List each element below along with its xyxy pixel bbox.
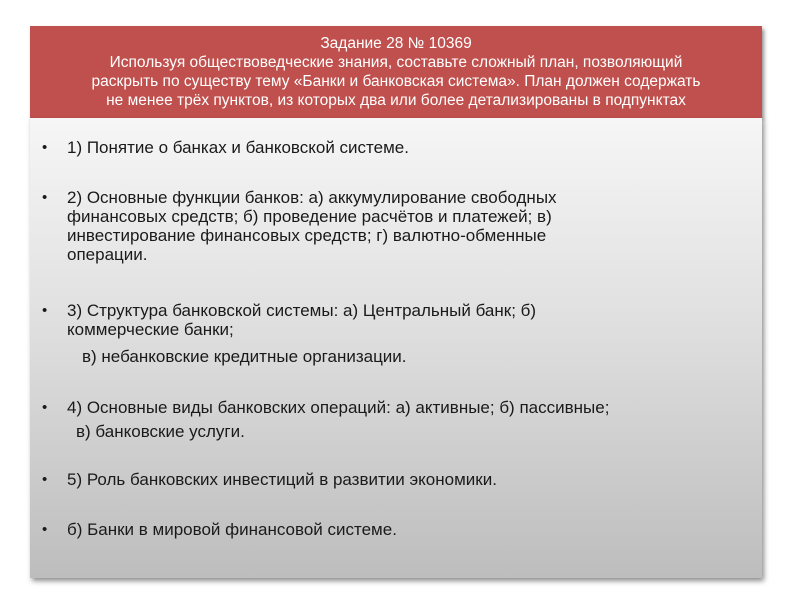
plan-item-2-line-1: 2) Основные функции банков: а) аккумулирование свободных: [67, 188, 557, 207]
plan-item-4-line-1: 4) Основные виды банковских операций: а) активные; б) пассивные;: [67, 398, 610, 417]
task-header: [30, 26, 762, 118]
bullet-icon: •: [42, 521, 48, 538]
bullet-icon: •: [42, 139, 48, 156]
task-text-line-1: Используя обществоведческие знания, составьте сложный план, позволяющий: [109, 54, 683, 71]
plan-item-3-line-2: коммерческие банки;: [67, 320, 234, 339]
plan-item-5-line-1: 5) Роль банковских инвестиций в развитии экономики.: [67, 470, 497, 489]
bullet-icon: •: [42, 399, 48, 416]
plan-item-2-line-4: операции.: [67, 245, 148, 264]
task-text-line-2: раскрыть по существу тему «Банки и банковская система». План должен содержать: [91, 73, 701, 90]
bullet-icon: •: [42, 189, 48, 206]
task-number: Задание 28 № 10369: [320, 35, 472, 52]
plan-item-2-line-2: финансовых средств; б) проведение расчётов и платежей; в): [67, 207, 552, 226]
plan-item-1-line-1: 1) Понятие о банках и банковской системе.: [67, 138, 409, 157]
bullet-icon: •: [42, 302, 48, 319]
task-text-line-3: не менее трёх пунктов, из которых два или более детализированы в подпунктах: [106, 92, 686, 109]
plan-item-4-continuation: в) банковские услуги.: [76, 422, 245, 441]
plan-item-3-line-1: 3) Структура банковской системы: а) Центральный банк; б): [67, 301, 537, 320]
plan-item-6-line-1: б) Банки в мировой финансовой системе.: [67, 520, 397, 539]
plan-item-3-continuation: в) небанковские кредитные организации.: [82, 347, 407, 366]
plan-item-2-line-3: инвестирование финансовых средств; г) валютно-обменные: [67, 226, 547, 245]
bullet-icon: •: [42, 471, 48, 488]
plan-content: [30, 118, 762, 578]
